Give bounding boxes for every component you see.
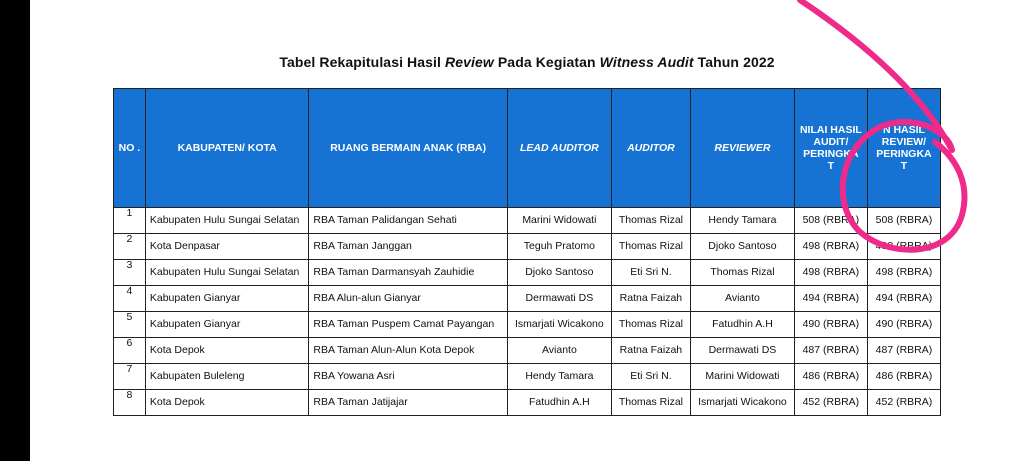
cell-no: 1 xyxy=(114,208,146,234)
cell-auditor: Ratna Faizah xyxy=(611,338,690,364)
header-kabupaten: KABUPATEN/ KOTA xyxy=(145,89,309,208)
cell-nilai-review: 490 (RBRA) xyxy=(867,312,940,338)
table-row xyxy=(114,390,941,416)
table-row xyxy=(114,234,941,260)
cell-kabupaten: Kabupaten Hulu Sungai Selatan xyxy=(145,208,309,234)
table-row xyxy=(114,286,941,312)
cell-kabupaten: Kabupaten Hulu Sungai Selatan xyxy=(145,260,309,286)
header-nilai-review: N HASIL REVIEW/ PERINGKA T xyxy=(867,89,940,208)
table-row xyxy=(114,364,941,390)
cell-nilai-review: 452 (RBRA) xyxy=(867,390,940,416)
cell-no: 4 xyxy=(114,286,146,312)
cell-lead-auditor: Marini Widowati xyxy=(507,208,611,234)
table-row xyxy=(114,260,941,286)
header-nilai-audit: NILAI HASIL AUDIT/ PERINGKA T xyxy=(794,89,867,208)
cell-lead-auditor: Ismarjati Wicakono xyxy=(507,312,611,338)
cell-reviewer: Marini Widowati xyxy=(691,364,795,390)
cell-nilai-review: 498 (RBRA) xyxy=(867,234,940,260)
cell-nilai-review: 486 (RBRA) xyxy=(867,364,940,390)
cell-lead-auditor: Hendy Tamara xyxy=(507,364,611,390)
cell-lead-auditor: Dermawati DS xyxy=(507,286,611,312)
cell-nilai-audit: 452 (RBRA) xyxy=(794,390,867,416)
cell-rba: RBA Taman Darmansyah Zauhidie xyxy=(309,260,508,286)
cell-auditor: Eti Sri N. xyxy=(611,364,690,390)
cell-lead-auditor: Djoko Santoso xyxy=(507,260,611,286)
cell-auditor: Thomas Rizal xyxy=(611,390,690,416)
cell-reviewer: Fatudhin A.H xyxy=(691,312,795,338)
cell-reviewer: Thomas Rizal xyxy=(691,260,795,286)
cell-reviewer: Hendy Tamara xyxy=(691,208,795,234)
cell-no: 3 xyxy=(114,260,146,286)
cell-kabupaten: Kota Denpasar xyxy=(145,234,309,260)
header-lead-auditor: LEAD AUDITOR xyxy=(507,89,611,208)
cell-auditor: Thomas Rizal xyxy=(611,234,690,260)
cell-rba: RBA Taman Palidangan Sehati xyxy=(309,208,508,234)
cell-nilai-audit: 508 (RBRA) xyxy=(794,208,867,234)
header-reviewer: REVIEWER xyxy=(691,89,795,208)
cell-nilai-audit: 487 (RBRA) xyxy=(794,338,867,364)
cell-kabupaten: Kabupaten Gianyar xyxy=(145,312,309,338)
cell-auditor: Eti Sri N. xyxy=(611,260,690,286)
cell-nilai-review: 487 (RBRA) xyxy=(867,338,940,364)
cell-no: 7 xyxy=(114,364,146,390)
cell-no: 8 xyxy=(114,390,146,416)
cell-kabupaten: Kabupaten Buleleng xyxy=(145,364,309,390)
table-header-row xyxy=(114,89,941,208)
cell-nilai-review: 494 (RBRA) xyxy=(867,286,940,312)
cell-reviewer: Djoko Santoso xyxy=(691,234,795,260)
cell-rba: RBA Taman Jatijajar xyxy=(309,390,508,416)
cell-rba: RBA Taman Alun-Alun Kota Depok xyxy=(309,338,508,364)
table-row xyxy=(114,208,941,234)
cell-auditor: Thomas Rizal xyxy=(611,208,690,234)
cell-lead-auditor: Teguh Pratomo xyxy=(507,234,611,260)
cell-nilai-audit: 486 (RBRA) xyxy=(794,364,867,390)
recap-table xyxy=(113,88,941,416)
cell-nilai-review: 508 (RBRA) xyxy=(867,208,940,234)
table-title: Tabel Rekapitulasi Hasil Review Pada Kegiatan Witness Audit Tahun 2022 xyxy=(279,54,775,70)
cell-nilai-audit: 490 (RBRA) xyxy=(794,312,867,338)
cell-kabupaten: Kota Depok xyxy=(145,338,309,364)
table-row xyxy=(114,338,941,364)
cell-rba: RBA Yowana Asri xyxy=(309,364,508,390)
cell-kabupaten: Kabupaten Gianyar xyxy=(145,286,309,312)
cell-reviewer: Ismarjati Wicakono xyxy=(691,390,795,416)
cell-rba: RBA Taman Puspem Camat Payangan xyxy=(309,312,508,338)
cell-no: 5 xyxy=(114,312,146,338)
header-rba: RUANG BERMAIN ANAK (RBA) xyxy=(309,89,508,208)
cell-no: 6 xyxy=(114,338,146,364)
table-row xyxy=(114,312,941,338)
cell-rba: RBA Alun-alun Gianyar xyxy=(309,286,508,312)
header-auditor: AUDITOR xyxy=(611,89,690,208)
cell-reviewer: Dermawati DS xyxy=(691,338,795,364)
cell-auditor: Ratna Faizah xyxy=(611,286,690,312)
cell-kabupaten: Kota Depok xyxy=(145,390,309,416)
cell-nilai-audit: 498 (RBRA) xyxy=(794,234,867,260)
document-page xyxy=(30,0,1024,461)
cell-lead-auditor: Fatudhin A.H xyxy=(507,390,611,416)
cell-nilai-review: 498 (RBRA) xyxy=(867,260,940,286)
cell-nilai-audit: 498 (RBRA) xyxy=(794,260,867,286)
cell-auditor: Thomas Rizal xyxy=(611,312,690,338)
cell-rba: RBA Taman Janggan xyxy=(309,234,508,260)
header-no: NO . xyxy=(114,89,146,208)
cell-no: 2 xyxy=(114,234,146,260)
cell-lead-auditor: Avianto xyxy=(507,338,611,364)
cell-reviewer: Avianto xyxy=(691,286,795,312)
cell-nilai-audit: 494 (RBRA) xyxy=(794,286,867,312)
